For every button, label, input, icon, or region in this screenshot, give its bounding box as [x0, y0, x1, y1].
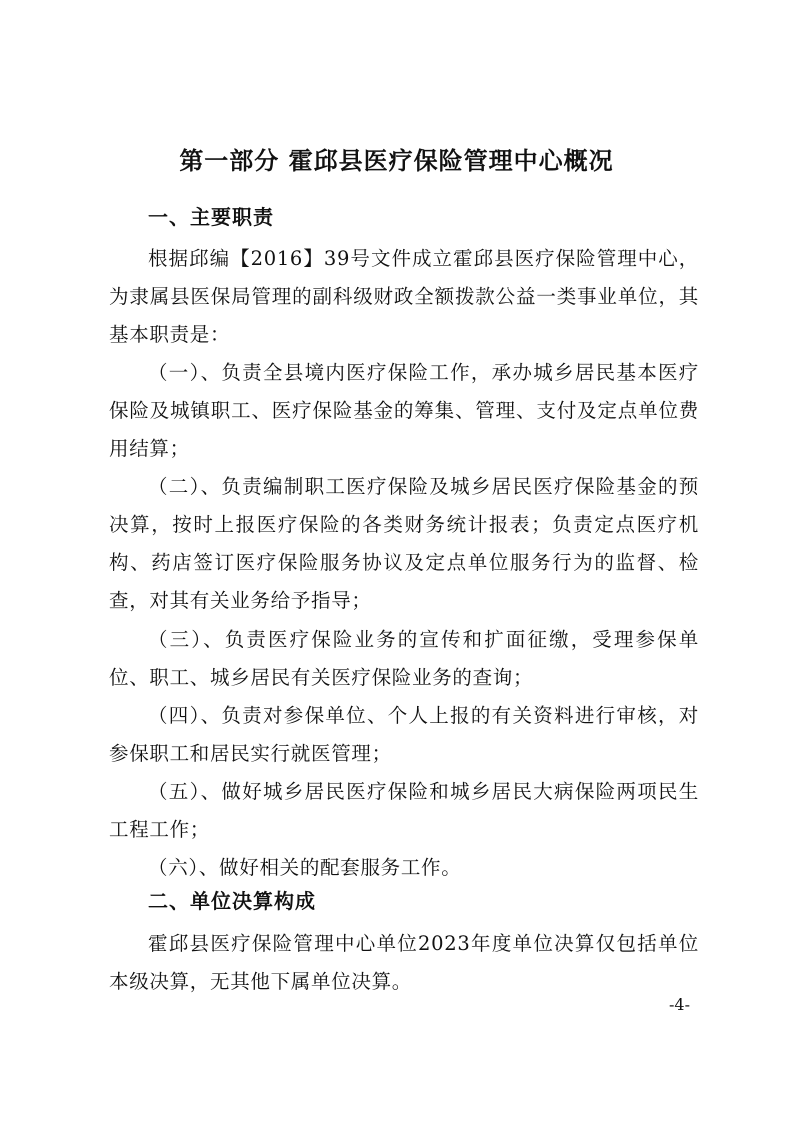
duty-item-1: （一）、负责全县境内医疗保险工作，承办城乡居民基本医疗保险及城镇职工、医疗保险基金的筹集、管理、支付及定点单位费用结算； [109, 361, 699, 460]
duty-item-6: （六）、做好相关的配套服务工作。 [148, 856, 462, 879]
page-number: -4- [669, 995, 690, 1014]
section-heading-main-duties: 一、主要职责 [148, 205, 274, 229]
page-title: 第一部分 霍邱县医疗保险管理中心概况 [179, 147, 614, 175]
section-heading-unit-composition: 二、单位决算构成 [148, 889, 316, 913]
unit-composition-paragraph: 霍邱县医疗保险管理中心单位2023年度单位决算仅包括单位本级决算，无其他下属单位决算。 [109, 932, 699, 993]
duty-item-2: （二）、负责编制职工医疗保险及城乡居民医疗保险基金的预决算，按时上报医疗保险的各类财务统计报表；负责定点医疗机构、药店签订医疗保险服务协议及定点单位服务行为的监督、检查，对其有关业务给予指导； [109, 475, 699, 612]
duty-item-3: （三）、负责医疗保险业务的宣传和扩面征缴，受理参保单位、职工、城乡居民有关医疗保险业务的查询； [109, 628, 699, 689]
duty-item-4: （四）、负责对参保单位、个人上报的有关资料进行审核，对参保职工和居民实行就医管理； [109, 704, 699, 765]
duty-item-5: （五）、做好城乡居民医疗保险和城乡居民大病保险两项民生工程工作； [109, 780, 699, 841]
intro-paragraph: 根据邱编【2016】39号文件成立霍邱县医疗保险管理中心，为隶属县医保局管理的副科级财政全额拨款公益一类事业单位，其基本职责是： [109, 247, 699, 346]
